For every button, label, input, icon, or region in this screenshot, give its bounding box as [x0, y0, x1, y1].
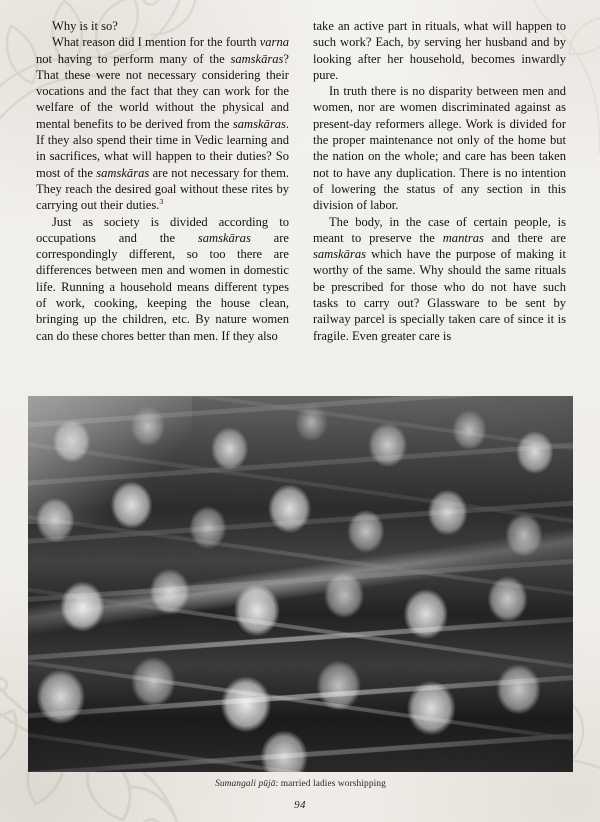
paragraph: [36, 34, 289, 213]
caption-text: : married ladies worshipping: [275, 779, 386, 789]
paragraph-run: Why is it so?: [52, 19, 118, 33]
figure-caption: [28, 778, 573, 790]
paragraph: [313, 214, 566, 344]
paragraph-run: and there are: [483, 230, 566, 245]
figure: [28, 396, 573, 790]
footnote-marker[interactable]: 3: [159, 197, 164, 207]
paragraph-run: are not necessary for them. They reach the desired goal without these rites by carrying out their duties.: [36, 165, 290, 213]
body-text: [36, 18, 566, 380]
paragraph-run: Just as society is divided according to occupations and the: [36, 214, 289, 245]
paragraph: [36, 214, 289, 344]
page-number: 94: [294, 799, 306, 811]
paragraph: [313, 18, 566, 83]
foreign-term: samskāras: [232, 116, 286, 131]
foreign-term: samskāras: [96, 165, 150, 180]
paragraph-run: . If they also spend their time in Vedic learning and in sacrifices, what will happen to their duties? So most of the: [36, 116, 289, 180]
text-column-right: [313, 18, 566, 380]
text-column-left: [36, 18, 289, 380]
paragraph: [313, 83, 566, 213]
crowd-of-garlanded-women-photograph: [28, 396, 573, 772]
caption-italic-term: Sumangali pūjā: [215, 779, 276, 789]
foreign-term: mantras: [442, 230, 484, 245]
paragraph-run: The body, in the case of certain people, is meant to preserve the: [313, 214, 566, 245]
foreign-term: varna: [259, 35, 289, 50]
paragraph-run: take an active part in rituals, what will happen to such work? Each, by serving her husband and by looking after her household, becomes inwardly pure.: [313, 19, 566, 82]
foreign-term: samskāras: [197, 230, 251, 245]
paragraph-run: not having to perform many of the: [36, 51, 231, 66]
paragraph-run: which have the purpose of making it worthy of the same. Why should the same rituals be prescribed for those who do not have such tasks to carry out? Glassware to be sent by railway parcel is specially taken care of since it is fragile. Even greater care is: [313, 247, 566, 343]
paragraph-run: ? That these were not necessary considering their vocations and the fact that they can work for the welfare of the world without the physical and mental benefits to be derived from the: [36, 51, 289, 131]
paragraph: [36, 18, 289, 34]
paragraph-run: What reason did I mention for the fourth: [52, 35, 260, 50]
paragraph-run: are correspondingly different, so too there are differences between men and women in domestic life. Running a household means different types of work, cooking, keeping the house clean, bringing up the children, etc. By nature women can do these chores better than men. If they also: [36, 230, 289, 343]
foreign-term: samskāras: [230, 51, 284, 66]
paragraph-run: In truth there is no disparity between men and women, nor are women discriminated against as present-day reformers allege. Work is divided for the proper maintenance not only of the home but the nation on the whole; and care has been taken not to have any duplication. There is no intention of lowering the status of any section in this division of labor.: [313, 84, 566, 213]
foreign-term: samskāras: [313, 247, 366, 262]
